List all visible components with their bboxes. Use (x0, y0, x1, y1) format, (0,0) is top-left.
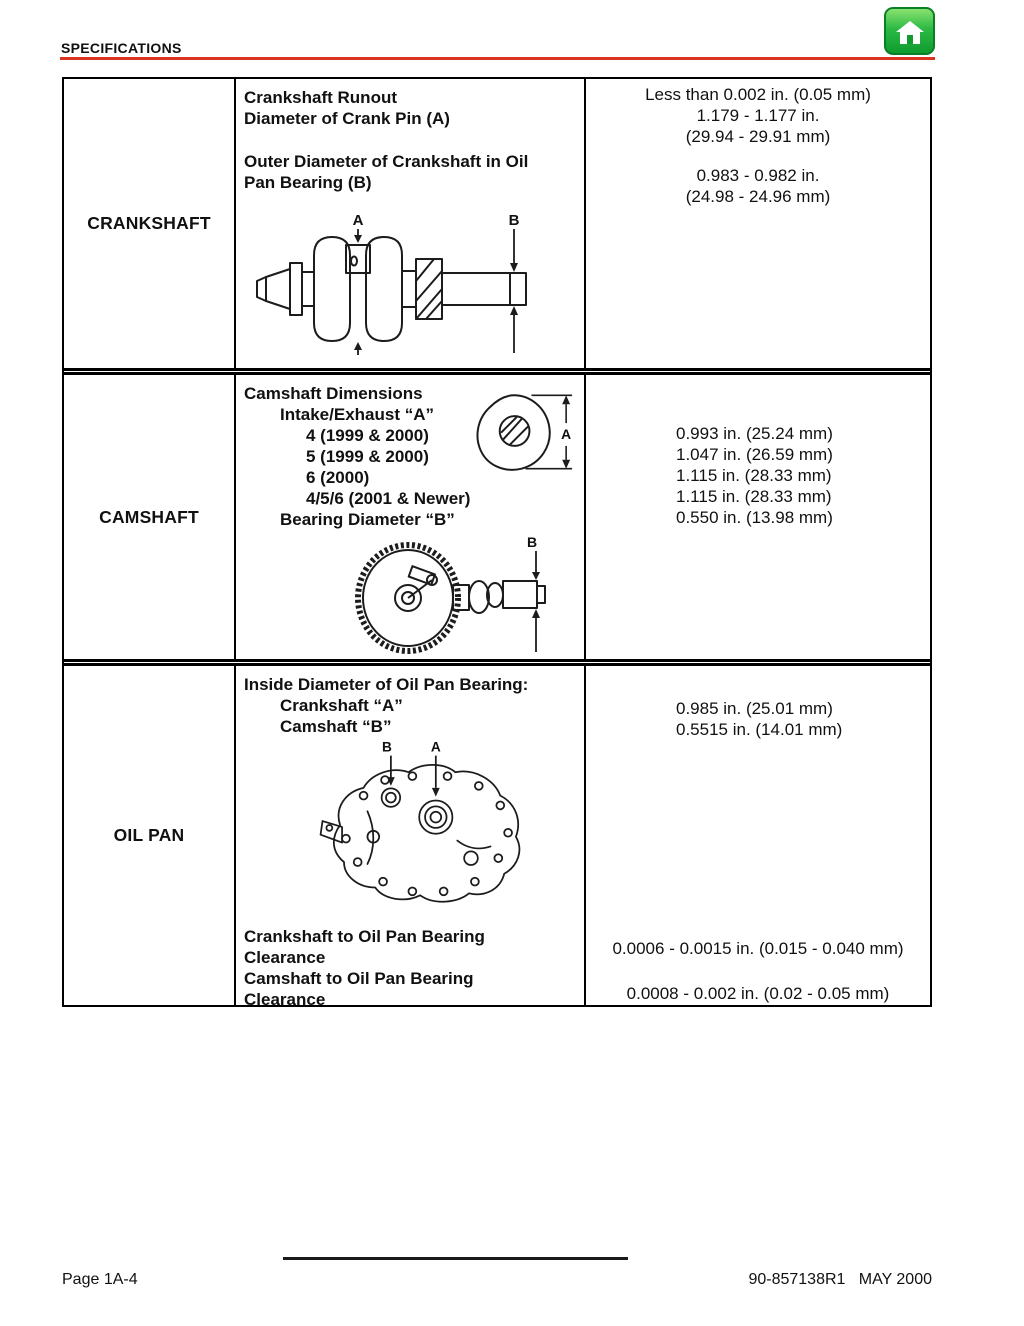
spec-value-cam-bore: 0.5515 in. (14.01 mm) (676, 720, 843, 739)
camshaft-dim-b-label: B (526, 534, 538, 550)
spec-value-intake-4: 0.993 in. (25.24 mm) (676, 424, 833, 443)
oil-pan-bore-values (676, 698, 842, 740)
camshaft-row-label: CAMSHAFT (64, 375, 236, 659)
outer-diameter-label-line2: Pan Bearing (B) (244, 173, 372, 192)
camshaft-desc-cell (236, 375, 586, 659)
spec-value-intake-6: 1.115 in. (28.33 mm) (676, 466, 832, 485)
oil-pan-row-label: OIL PAN (64, 666, 236, 1005)
crankshaft-desc-cell (236, 79, 586, 368)
crankshaft-row-label: CRANKSHAFT (64, 79, 236, 368)
spec-value-od-in: 0.983 - 0.982 in. (696, 166, 820, 185)
oil-pan-dim-a-label: A (430, 739, 441, 755)
home-button[interactable] (884, 7, 935, 55)
spec-value-od-mm: (24.98 - 24.96 mm) (685, 187, 831, 206)
document-number: 90-857138R1 MAY 2000 (748, 1271, 932, 1288)
page-number: Page 1A-4 (62, 1271, 138, 1288)
inside-diameter-label: Inside Diameter of Oil Pan Bearing: (244, 675, 529, 694)
bearing-diameter-label: Bearing Diameter “B” (280, 510, 455, 529)
crankshaft-dim-a-label: A (352, 212, 364, 229)
page-title: SPECIFICATIONS (61, 40, 182, 56)
home-icon (894, 17, 926, 46)
crankshaft-a-label: Crankshaft “A” (280, 696, 403, 715)
row-divider (64, 368, 930, 375)
crankshaft-runout-label: Crankshaft Runout (244, 88, 397, 107)
header-divider (60, 57, 935, 60)
cam-lobe-diagram (468, 389, 582, 481)
clearance-labels (244, 926, 544, 1005)
row-divider (64, 659, 930, 666)
spec-value-pin-in: 1.179 - 1.177 in. (696, 106, 820, 125)
camshaft-b-label: Camshaft “B” (280, 717, 392, 736)
spec-value-intake-5: 1.047 in. (26.59 mm) (676, 445, 833, 464)
oil-pan-dim-b-label: B (382, 739, 392, 755)
spec-value-runout: Less than 0.002 in. (0.05 mm) (645, 85, 871, 104)
spec-value-intake-456: 1.115 in. (28.33 mm) (676, 487, 832, 506)
camshaft-row (64, 375, 930, 659)
model-6-label: 6 (2000) (306, 468, 370, 487)
camshaft-clearance-label-line1: Camshaft to Oil Pan Bearing (244, 969, 474, 988)
spec-value-cam-clearance: 0.0008 - 0.002 in. (0.02 - 0.05 mm) (626, 984, 890, 1003)
footer-divider (283, 1257, 628, 1260)
camshaft-clearance-label-line2: Clearance (244, 990, 326, 1005)
intake-exhaust-label: Intake/Exhaust “A” (280, 405, 434, 424)
oil-pan-values-cell (586, 666, 930, 1005)
oil-pan-clearance-values (586, 938, 930, 1004)
crankshaft-row (64, 79, 930, 368)
crankshaft-values-cell (586, 79, 930, 368)
oil-pan-diagram (312, 739, 544, 907)
model-4-label: 4 (1999 & 2000) (306, 426, 429, 445)
crankshaft-diagram (254, 209, 554, 359)
model-5-label: 5 (1999 & 2000) (306, 447, 429, 466)
camshaft-gear-diagram (348, 534, 558, 656)
spec-value-pin-mm: (29.94 - 29.91 mm) (685, 127, 831, 146)
spec-table (62, 77, 932, 1007)
crankshaft-clearance-label-line1: Crankshaft to Oil Pan Bearing (244, 927, 485, 946)
spec-value-crank-clearance: 0.0006 - 0.0015 in. (0.015 - 0.040 mm) (612, 939, 904, 958)
cam-lobe-dim-a-label: A (561, 425, 572, 442)
oil-pan-row (64, 666, 930, 1005)
outer-diameter-label-line1: Outer Diameter of Crankshaft in Oil (244, 152, 529, 171)
camshaft-values-cell (586, 375, 930, 659)
crankshaft-dim-b-label: B (508, 212, 520, 229)
oil-pan-desc-cell (236, 666, 586, 1005)
model-456-label: 4/5/6 (2001 & Newer) (306, 489, 471, 508)
crank-pin-diameter-label: Diameter of Crank Pin (A) (244, 109, 450, 128)
crankshaft-clearance-label-line2: Clearance (244, 948, 326, 967)
spec-value-bearing: 0.550 in. (13.98 mm) (676, 508, 833, 527)
camshaft-dimensions-label: Camshaft Dimensions (244, 384, 423, 403)
spec-value-crank-bore: 0.985 in. (25.01 mm) (676, 699, 833, 718)
